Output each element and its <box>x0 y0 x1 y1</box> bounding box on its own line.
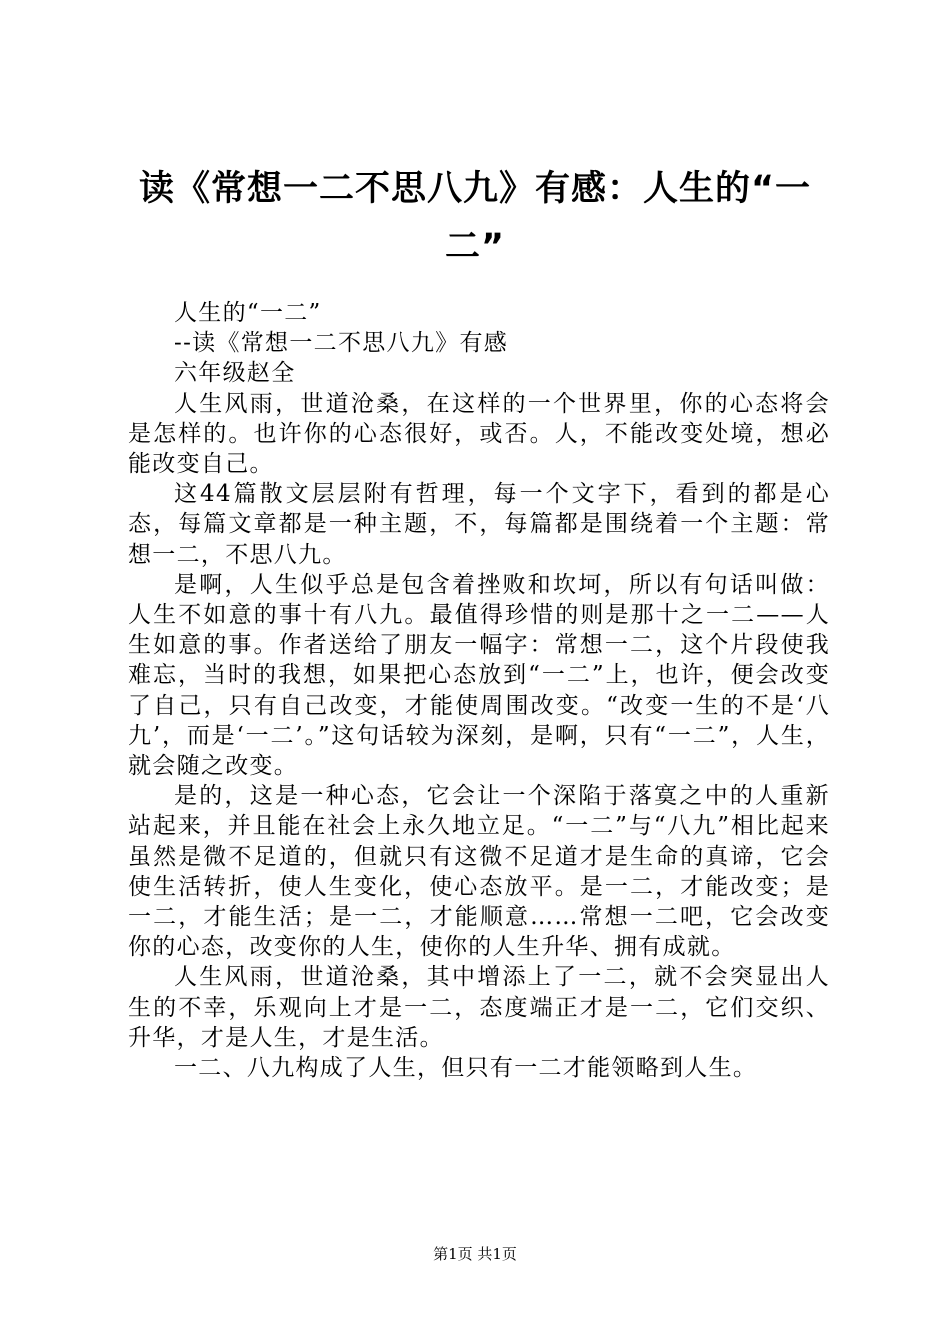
document-body <box>128 298 830 1083</box>
paragraph-5: 人生风雨，世道沧桑，其中增添上了一二，就不会突显出人生的不幸，乐观向上才是一二，态度端正才是一二，它们交织、升华，才是人生，才是生活。 <box>128 964 830 1051</box>
subtitle-source-line: --读《常想一二不思八九》有感 <box>174 330 509 357</box>
subtitle-line: 人生的“一二” <box>174 300 322 326</box>
paragraph-4: 是的，这是一种心态，它会让一个深陷于落寞之中的人重新站起来，并且能在社会上永久地立足。“一二”与“八九”相比起来虽然是微不足道的，但就只有这微不足道才是生命的真谛，它会使生活转折，使人生变化，使心态放平。是一二，才能改变；是一二，才能生活；是一二，才能顺意……常想一二吧，它会改变你的心态，改变你的人生，使你的人生升华、拥有成就。 <box>128 783 830 961</box>
paragraph-1: 人生风雨，世道沧桑，在这样的一个世界里，你的心态将会是怎样的。也许你的心态很好，或否。人，不能改变处境，想必能改变自己。 <box>128 390 830 478</box>
paragraph-6: 一二、八九构成了人生，但只有一二才能领略到人生。 <box>174 1055 758 1082</box>
paragraph-2: 这44篇散文层层附有哲理，每一个文字下，看到的都是心态，每篇文章都是一种主题，不，每篇都是围绕着一个主题：常想一二，不思八九。 <box>128 481 830 568</box>
author-line: 六年级赵全 <box>174 360 296 387</box>
page-footer: 第1页 共1页 <box>433 1245 517 1263</box>
paragraph-3: 是啊，人生似乎总是包含着挫败和坎坷，所以有句话叫做：人生不如意的事十有八九。最值得珍惜的则是那十之一二——人生如意的事。作者送给了朋友一幅字：常想一二，这个片段使我难忘，当时的我想，如果把心态放到“一二”上，也许，便会改变了自己，只有自己改变，才能使周围改变。“改变一生的不是‘八九’，而是‘一二’。”这句话较为深刻，是啊，只有“一二”，人生，就会随之改变。 <box>128 571 830 780</box>
document-title: 读《常想一二不思八九》有感：人生的“一二” <box>138 169 811 267</box>
